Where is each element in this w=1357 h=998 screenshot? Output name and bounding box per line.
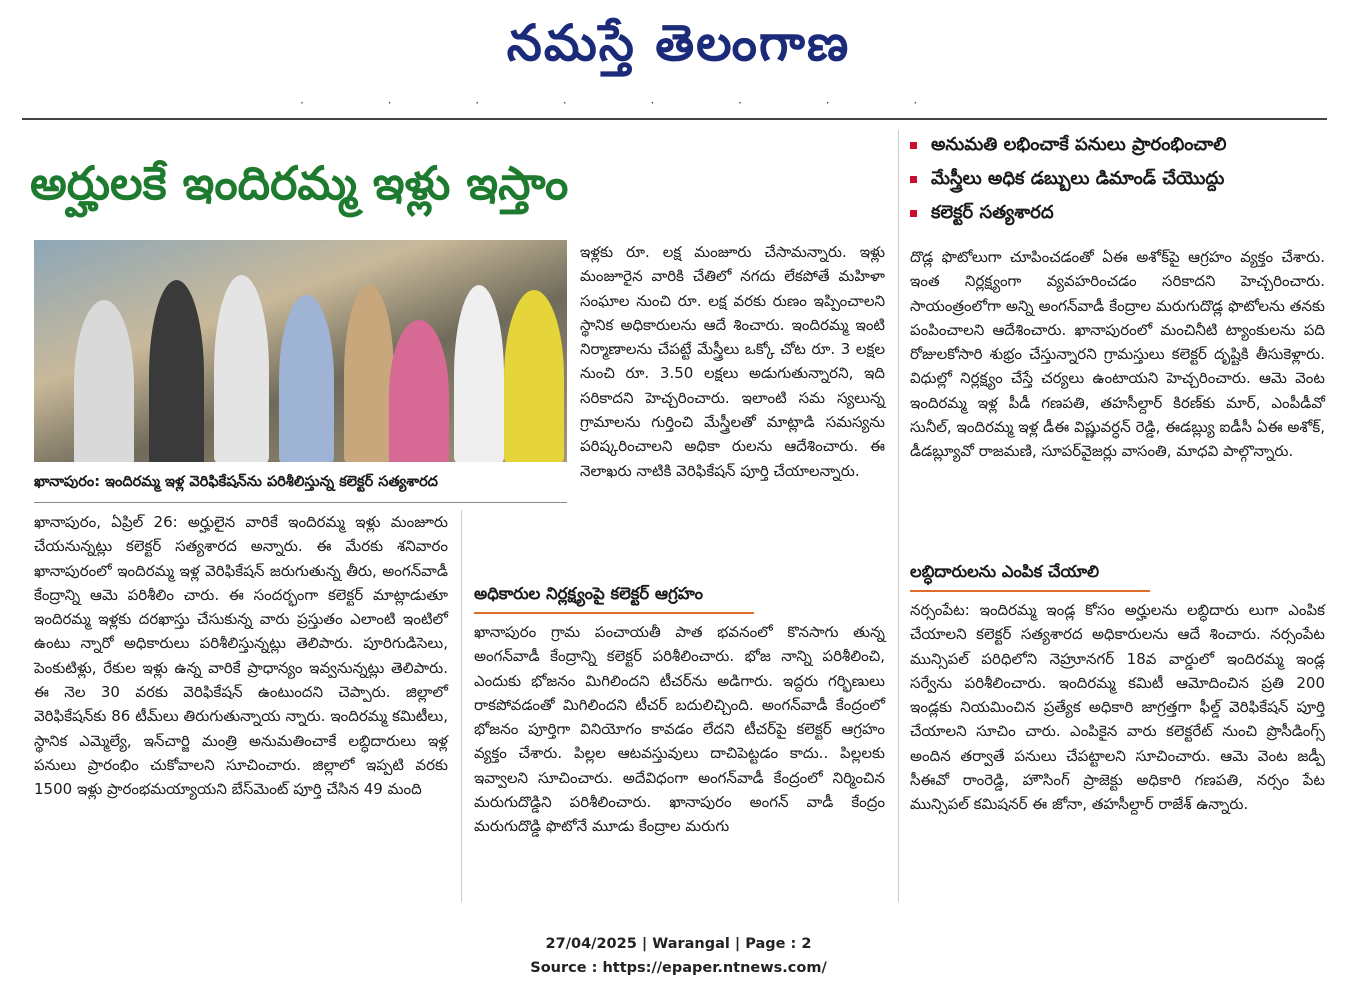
- top-divider: [22, 118, 1327, 120]
- footer-source: Source : https://epaper.ntnews.com/: [530, 960, 827, 976]
- article-paragraph: ఖానాపురం గ్రామ పంచాయతీ పాత భవనంలో కొనసాగు తున్న అంగన్‌వాడీ కేంద్రాన్ని కలెక్టర్ పరిశీలించారు. భోజ నాన్ని పరిశీలించి, ఎందుకు భోజనం మిగిలిందని టీచర్‌ను అడిగారు. ఇద్దరు గర్భిణులు రాకపోవడంతో మిగిలిందని టీచర్ బదులిచ్చింది. అంగన్‌వాడీ కేంద్రంలో భోజనం పూర్తిగా వినియోగం కావడం లేదని టీచర్‌పై కలెక్టర్ ఆగ్రహం వ్యక్తం చేశారు. పిల్లల ఆటవస్తువులు దాచిపెట్టడం కాదు.. పిల్లలకు ఇవ్వాలని సూచించారు. అదేవిధంగా అంగన్‌వాడీ కేంద్రంలో నిర్మించిన మరుగుదొడ్డిని పరిశీలించారు. ఖానాపురం అంగన్ వాడీ కేంద్రం మరుగుదొడ్డి ఫొటోనే మూడు కేంద్రాల మరుగు: [474, 623, 885, 836]
- photo-figure: [279, 295, 334, 462]
- caption-divider: [34, 502, 567, 503]
- photo-figure: [149, 280, 204, 462]
- column-2: [580, 240, 885, 575]
- dateline-dots: · · · · · · · ·: [300, 96, 958, 110]
- bullet-icon: [910, 142, 917, 149]
- subheading-negligence: అధికారుల నిర్లక్ష్యంపై కలెక్టర్ ఆగ్రహం: [474, 584, 703, 603]
- footer-dateline: 27/04/2025 | Warangal | Page : 2: [545, 936, 812, 952]
- masthead-logo: నమస్తే తెలంగాణ: [506, 13, 851, 72]
- article-headline: అర్హులకే ఇందిరమ్మ ఇళ్లు ఇస్తాం: [30, 156, 569, 210]
- column-2b: [474, 620, 885, 902]
- column-divider: [461, 510, 462, 902]
- highlight-item: [910, 196, 1330, 230]
- photo-figure: [389, 320, 449, 462]
- bullet-icon: [910, 176, 917, 183]
- highlight-text: కలెక్టర్ సత్యశారద: [931, 202, 1054, 223]
- article-paragraph: దొడ్ల ఫొటోలుగా చూపించడంతో ఏఈ అశోక్‌పై ఆగ్రహం వ్యక్తం చేశారు. ఇంత నిర్లక్ష్యంగా వ్యవహరించడం సరికాదని హెచ్చరించారు. సాయంత్రంలోగా అన్ని అంగన్‌వాడీ కేంద్రాల మరుగుదొడ్ల ఫొటోలను తనకు పంపించాలని ఆదేశించారు. ఖానాపురంలో మంచినీటి ట్యాంకులను పది రోజులకోసారి శుభ్రం చేస్తున్నారని గ్రామస్తులు కలెక్టర్ దృష్టికి తీసుకెళ్లారు. విధుల్లో నిర్లక్ష్యం చేస్తే చర్యలు ఉంటాయని హెచ్చరించారు. ఆమె వెంట ఇందిరమ్మ ఇళ్ల పీడీ గణపతి, తహసీల్దార్ కిరణ్‌కు మార్, ఎంపీడీవో సునీల్, ఇందిరమ్మ ఇళ్ల డీఈ విష్ణువర్ధన్ రెడ్డి, ఈడబ్ల్యు ఐడీసీ ఏఈ అశోక్, డీడబ్ల్యూవో రాజమణి, సూపర్‌వైజర్లు వాసంతి, మాధవి పాల్గొన్నారు.: [910, 248, 1325, 461]
- highlight-item: [910, 162, 1330, 196]
- column-divider: [898, 130, 899, 902]
- photo-figure: [454, 285, 504, 462]
- photo-figure: [74, 300, 134, 462]
- column-3b: [910, 598, 1325, 903]
- subheading-rule: [910, 590, 1150, 592]
- bullet-icon: [910, 210, 917, 217]
- subheading-rule: [474, 612, 754, 614]
- highlight-text: మేస్త్రీలు అధిక డబ్బులు డిమాండ్ చేయొద్దు: [931, 168, 1225, 189]
- article-paragraph: నర్సంపేట: ఇందిరమ్మ ఇండ్ల కోసం అర్హులను లబ్ధిదారు లుగా ఎంపిక చేయాలని కలెక్టర్ సత్యశారద అధికారులను ఆదే శించారు. నర్సంపేట మున్సిపల్ పరిధిలోని నెహ్రూనగర్ 18వ వార్డులో ఇందిరమ్మ ఇండ్ల సర్వేను పరిశీలించారు. ఇందిరమ్మ కమిటీ ఆమోదించిన ప్రతి 200 ఇండ్లకు నియమించిన ప్రత్యేక అధికారి జాగ్రత్తగా ఫీల్డ్ వెరిఫికేషన్ పూర్తి చేయాలని సూచిం చారు. ఎంపికైన వారు కలెక్టరేట్ నుంచి ప్రొసీడింగ్స్ అందిన తర్వాతే పనులు చేపట్టాలని సూచించారు. ఆమె వెంట జడ్పీ సీఈవో రాంరెడ్డి, హౌసింగ్ ప్రాజెక్టు అధికారి గణపతి, నర్సం పేట మున్సిపల్ కమిషనర్ ఈ జోనా, తహసీల్దార్ రాజేశ్ ఉన్నారు.: [910, 601, 1325, 814]
- article-paragraph: ఇళ్లకు రూ. లక్ష మంజూరు చేసామన్నారు. ఇళ్లు మంజూరైన వారికి చేతిలో నగదు లేకపోతే మహిళా సంఘాల నుంచి రూ. లక్ష వరకు రుణం ఇప్పించాలని స్థానిక అధికారులను ఆదే శించారు. ఇందిరమ్మ ఇంటి నిర్మాణాలను చేపట్టే మేస్త్రీలు ఒక్కో చోట రూ. 3 లక్షల నుంచి రూ. 3.50 లక్షలు అడుగుతున్నారని, ఇది సరికాదని హెచ్చరించారు. ఇలాంటి సమ స్యలున్న గ్రామాలను గుర్తించి మేస్త్రీలతో మాట్లాడి సమస్యను పరిష్కరించాలని అధికా రులను ఆదేశించారు. ఈ నెలాఖరు నాటికి వెరిఫికేషన్ పూర్తి చేయాలన్నారు.: [580, 243, 885, 480]
- photo-caption: ఖానాపురం: ఇందిరమ్మ ఇళ్ల వెరిఫికేషన్‌ను పరిశీలిస్తున్న కలెక్టర్ సత్యశారద: [34, 474, 438, 490]
- article-paragraph: ఖానాపురం, ఏప్రిల్ 26: అర్హులైన వారికే ఇందిరమ్మ ఇళ్లు మంజూరు చేయనున్నట్లు కలెక్టర్ సత్యశారద అన్నారు. ఈ మేరకు శనివారం ఖానాపురంలో ఇందిరమ్మ ఇళ్ల వెరిఫికేషన్ జరుగుతున్న తీరు, అంగన్‌వాడీ కేంద్రాన్ని ఆమె పరిశీలిం చారు. ఈ సందర్భంగా కలెక్టర్ మాట్లాడుతూ ఇందిరమ్మ ఇళ్లకు దరఖాస్తు చేసుకున్న వారు ప్రస్తుతం ఎలాంటి ఇంటిలో ఉంటు న్నారో అధికారులు పరిశీలిస్తున్నట్లు తెలిపారు. పూరిగుడిసెలు, పెంకుటిళ్లు, రేకుల ఇళ్లు ఉన్న వారికే ప్రాధాన్యం ఇవ్వనున్నట్లు తెలిపారు. ఈ నెల 30 వరకు వెరిఫికేషన్ ఉంటుందని చెప్పారు. జిల్లాలో వెరిఫికేషన్‌కు 86 టీమ్‌లు తిరుగుతున్నాయ న్నారు. ఇందిరమ్మ కమిటీలు, స్థానిక ఎమ్మెల్యే, ఇన్‌చార్జి మంత్రి అనుమతించాకే లబ్ధిదారులు ఇళ్ల పనులు ప్రారంభిం చుకోవాలని సూచించారు. జిల్లాలో ఇప్పటి వరకు 1500 ఇళ్లు ప్రారంభమయ్యాయని బేస్‌మెంట్ పూర్తి చేసిన 49 మంది: [34, 513, 448, 799]
- column-1: [34, 510, 448, 902]
- photo-figure: [344, 285, 394, 462]
- highlights-box: [910, 128, 1330, 230]
- article-photo: [34, 240, 567, 462]
- photo-figure: [214, 275, 269, 462]
- subheading-beneficiaries: లబ్ధిదారులను ఎంపిక చేయాలి: [910, 562, 1100, 581]
- highlight-item: [910, 128, 1330, 162]
- highlight-text: అనుమతి లభించాకే పనులు ప్రారంభించాలి: [931, 134, 1227, 155]
- photo-figure: [504, 290, 564, 462]
- column-3: [910, 245, 1325, 555]
